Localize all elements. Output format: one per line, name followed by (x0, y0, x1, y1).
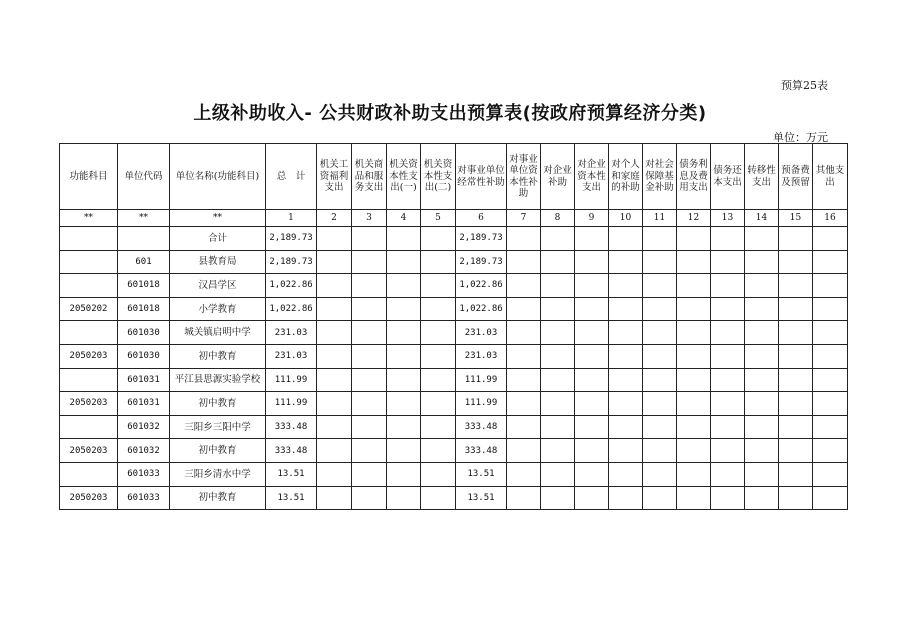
empty-cell (507, 344, 541, 368)
empty-cell (643, 250, 677, 274)
empty-cell (317, 274, 352, 298)
unit-code-cell: 601033 (118, 462, 170, 486)
empty-cell (507, 439, 541, 463)
empty-cell (677, 250, 711, 274)
total-cell: 2,189.73 (266, 250, 317, 274)
unit-name-cell: 三阳乡清水中学 (170, 462, 266, 486)
empty-cell (711, 486, 745, 510)
column-index: ** (118, 210, 170, 227)
empty-cell (677, 439, 711, 463)
empty-cell (387, 415, 421, 439)
empty-cell (711, 368, 745, 392)
column-header: 债务利息及费用支出 (677, 144, 711, 210)
empty-cell (643, 439, 677, 463)
empty-cell (779, 415, 813, 439)
empty-cell (609, 297, 643, 321)
public-institution-subsidy-cell: 2,189.73 (456, 250, 507, 274)
column-header: 机关商品和服务支出 (352, 144, 387, 210)
budget-table (59, 143, 848, 510)
column-header: 对个人和家庭的补助 (609, 144, 643, 210)
empty-cell (507, 368, 541, 392)
empty-cell (813, 227, 848, 251)
empty-cell (711, 344, 745, 368)
table-row (60, 392, 848, 416)
empty-cell (387, 344, 421, 368)
empty-cell (677, 274, 711, 298)
empty-cell (779, 227, 813, 251)
column-header: 预备费及预留 (779, 144, 813, 210)
column-index: 2 (317, 210, 352, 227)
empty-cell (643, 368, 677, 392)
unit-name-cell: 合计 (170, 227, 266, 251)
table-row (60, 321, 848, 345)
public-institution-subsidy-cell: 2,189.73 (456, 227, 507, 251)
column-index: 7 (507, 210, 541, 227)
empty-cell (575, 227, 609, 251)
empty-cell (575, 250, 609, 274)
table-row (60, 344, 848, 368)
empty-cell (507, 227, 541, 251)
empty-cell (352, 297, 387, 321)
total-cell: 111.99 (266, 368, 317, 392)
empty-cell (387, 274, 421, 298)
public-institution-subsidy-cell: 1,022.86 (456, 274, 507, 298)
unit-code-cell: 601030 (118, 321, 170, 345)
unit-code-cell: 601033 (118, 486, 170, 510)
column-header: 单位代码 (118, 144, 170, 210)
empty-cell (575, 439, 609, 463)
column-header: 总 计 (266, 144, 317, 210)
function-code-cell: 2050203 (60, 392, 118, 416)
empty-cell (813, 250, 848, 274)
column-header: 功能科目 (60, 144, 118, 210)
column-header: 机关资本性支出(二) (421, 144, 456, 210)
empty-cell (541, 392, 575, 416)
unit-code-cell: 601018 (118, 297, 170, 321)
empty-cell (677, 227, 711, 251)
column-header: 单位名称(功能科目) (170, 144, 266, 210)
empty-cell (745, 486, 779, 510)
empty-cell (711, 439, 745, 463)
public-institution-subsidy-cell: 13.51 (456, 462, 507, 486)
total-cell: 231.03 (266, 321, 317, 345)
empty-cell (575, 297, 609, 321)
empty-cell (745, 415, 779, 439)
unit-code-cell: 601018 (118, 274, 170, 298)
public-institution-subsidy-cell: 1,022.86 (456, 297, 507, 321)
function-code-cell (60, 368, 118, 392)
column-header: 对事业单位经常性补助 (456, 144, 507, 210)
empty-cell (609, 486, 643, 510)
unit-code-cell: 601032 (118, 415, 170, 439)
function-code-cell: 2050203 (60, 439, 118, 463)
empty-cell (317, 344, 352, 368)
unit-code-cell: 601032 (118, 439, 170, 463)
empty-cell (421, 321, 456, 345)
empty-cell (421, 297, 456, 321)
column-index: ** (170, 210, 266, 227)
empty-cell (352, 368, 387, 392)
empty-cell (317, 392, 352, 416)
total-cell: 111.99 (266, 392, 317, 416)
empty-cell (507, 415, 541, 439)
empty-cell (317, 227, 352, 251)
table-row (60, 274, 848, 298)
empty-cell (609, 462, 643, 486)
empty-cell (745, 250, 779, 274)
empty-cell (507, 274, 541, 298)
empty-cell (779, 344, 813, 368)
empty-cell (541, 368, 575, 392)
empty-cell (745, 344, 779, 368)
empty-cell (779, 297, 813, 321)
empty-cell (813, 297, 848, 321)
empty-cell (575, 274, 609, 298)
empty-cell (779, 462, 813, 486)
total-cell: 231.03 (266, 344, 317, 368)
empty-cell (421, 227, 456, 251)
table-row (60, 415, 848, 439)
empty-cell (317, 415, 352, 439)
column-index: 1 (266, 210, 317, 227)
empty-cell (507, 486, 541, 510)
empty-cell (387, 439, 421, 463)
empty-cell (317, 486, 352, 510)
empty-cell (643, 344, 677, 368)
empty-cell (745, 368, 779, 392)
empty-cell (745, 227, 779, 251)
unit-name-cell: 城关镇启明中学 (170, 321, 266, 345)
total-cell: 2,189.73 (266, 227, 317, 251)
empty-cell (575, 392, 609, 416)
empty-cell (317, 321, 352, 345)
column-index: 3 (352, 210, 387, 227)
empty-cell (745, 392, 779, 416)
empty-cell (541, 297, 575, 321)
unit-name-cell: 平江县思源实验学校 (170, 368, 266, 392)
empty-cell (745, 439, 779, 463)
empty-cell (421, 274, 456, 298)
empty-cell (421, 462, 456, 486)
unit-code-cell: 601030 (118, 344, 170, 368)
empty-cell (779, 486, 813, 510)
empty-cell (575, 344, 609, 368)
empty-cell (711, 321, 745, 345)
function-code-cell (60, 462, 118, 486)
unit-code-cell: 601031 (118, 392, 170, 416)
empty-cell (813, 344, 848, 368)
empty-cell (317, 297, 352, 321)
empty-cell (317, 439, 352, 463)
public-institution-subsidy-cell: 333.48 (456, 415, 507, 439)
empty-cell (421, 344, 456, 368)
empty-cell (541, 250, 575, 274)
empty-cell (643, 227, 677, 251)
empty-cell (421, 439, 456, 463)
empty-cell (643, 321, 677, 345)
empty-cell (711, 392, 745, 416)
empty-cell (387, 392, 421, 416)
column-index: 10 (609, 210, 643, 227)
function-code-cell (60, 415, 118, 439)
table-number: 预算25表 (781, 79, 828, 92)
empty-cell (541, 321, 575, 345)
empty-cell (813, 274, 848, 298)
empty-cell (813, 486, 848, 510)
public-institution-subsidy-cell: 111.99 (456, 392, 507, 416)
column-index: 16 (813, 210, 848, 227)
total-cell: 1,022.86 (266, 274, 317, 298)
unit-label: 单位：万元 (773, 131, 828, 144)
empty-cell (575, 486, 609, 510)
empty-cell (541, 486, 575, 510)
total-cell: 1,022.86 (266, 297, 317, 321)
empty-cell (779, 439, 813, 463)
empty-cell (609, 227, 643, 251)
empty-cell (317, 462, 352, 486)
empty-cell (352, 321, 387, 345)
function-code-cell: 2050202 (60, 297, 118, 321)
empty-cell (609, 415, 643, 439)
unit-name-cell: 三阳乡三阳中学 (170, 415, 266, 439)
column-index: 5 (421, 210, 456, 227)
column-index: 6 (456, 210, 507, 227)
column-index: 12 (677, 210, 711, 227)
empty-cell (421, 392, 456, 416)
empty-cell (643, 415, 677, 439)
empty-cell (352, 250, 387, 274)
empty-cell (779, 321, 813, 345)
unit-code-cell: 601031 (118, 368, 170, 392)
empty-cell (745, 274, 779, 298)
header-row (60, 144, 848, 210)
empty-cell (421, 368, 456, 392)
public-institution-subsidy-cell: 231.03 (456, 321, 507, 345)
column-header: 其他支出 (813, 144, 848, 210)
public-institution-subsidy-cell: 231.03 (456, 344, 507, 368)
empty-cell (745, 321, 779, 345)
empty-cell (677, 486, 711, 510)
empty-cell (677, 462, 711, 486)
empty-cell (575, 415, 609, 439)
empty-cell (352, 227, 387, 251)
empty-cell (507, 321, 541, 345)
empty-cell (421, 415, 456, 439)
function-code-cell (60, 227, 118, 251)
empty-cell (677, 297, 711, 321)
empty-cell (317, 250, 352, 274)
column-index: 13 (711, 210, 745, 227)
empty-cell (643, 462, 677, 486)
empty-cell (541, 439, 575, 463)
empty-cell (352, 392, 387, 416)
empty-cell (711, 274, 745, 298)
empty-cell (387, 227, 421, 251)
empty-cell (387, 250, 421, 274)
column-header: 对企业资本性支出 (575, 144, 609, 210)
empty-cell (677, 415, 711, 439)
table-row (60, 486, 848, 510)
empty-cell (421, 486, 456, 510)
function-code-cell (60, 274, 118, 298)
table-row (60, 227, 848, 251)
unit-name-cell: 初中教育 (170, 392, 266, 416)
page-title: 上级补助收入- 公共财政补助支出预算表(按政府预算经济分类) (193, 103, 707, 124)
empty-cell (609, 321, 643, 345)
empty-cell (677, 321, 711, 345)
column-header: 对企业补助 (541, 144, 575, 210)
empty-cell (711, 227, 745, 251)
empty-cell (813, 321, 848, 345)
column-header: 对事业单位资本性补助 (507, 144, 541, 210)
empty-cell (745, 462, 779, 486)
empty-cell (541, 274, 575, 298)
column-header: 对社会保障基金补助 (643, 144, 677, 210)
empty-cell (421, 250, 456, 274)
unit-name-cell: 汉昌学区 (170, 274, 266, 298)
empty-cell (677, 392, 711, 416)
empty-cell (352, 415, 387, 439)
empty-cell (541, 415, 575, 439)
empty-cell (507, 462, 541, 486)
column-index: 11 (643, 210, 677, 227)
unit-code-cell (118, 227, 170, 251)
unit-name-cell: 县教育局 (170, 250, 266, 274)
empty-cell (507, 297, 541, 321)
empty-cell (813, 392, 848, 416)
empty-cell (745, 297, 779, 321)
table-body (60, 227, 848, 510)
empty-cell (711, 297, 745, 321)
empty-cell (813, 368, 848, 392)
empty-cell (609, 368, 643, 392)
public-institution-subsidy-cell: 333.48 (456, 439, 507, 463)
empty-cell (609, 392, 643, 416)
table-row (60, 297, 848, 321)
empty-cell (779, 274, 813, 298)
empty-cell (609, 439, 643, 463)
empty-cell (779, 368, 813, 392)
column-index: ** (60, 210, 118, 227)
total-cell: 13.51 (266, 486, 317, 510)
column-header: 机关工资福利支出 (317, 144, 352, 210)
empty-cell (352, 344, 387, 368)
column-index: 15 (779, 210, 813, 227)
empty-cell (813, 439, 848, 463)
empty-cell (317, 368, 352, 392)
empty-cell (575, 368, 609, 392)
function-code-cell (60, 250, 118, 274)
total-cell: 333.48 (266, 415, 317, 439)
public-institution-subsidy-cell: 13.51 (456, 486, 507, 510)
column-header: 机关资本性支出(一) (387, 144, 421, 210)
empty-cell (677, 344, 711, 368)
column-header: 转移性支出 (745, 144, 779, 210)
empty-cell (609, 250, 643, 274)
empty-cell (387, 321, 421, 345)
empty-cell (643, 297, 677, 321)
empty-cell (677, 368, 711, 392)
function-code-cell: 2050203 (60, 344, 118, 368)
empty-cell (813, 415, 848, 439)
index-row (60, 210, 848, 227)
empty-cell (352, 439, 387, 463)
empty-cell (779, 250, 813, 274)
empty-cell (813, 462, 848, 486)
unit-name-cell: 初中教育 (170, 344, 266, 368)
empty-cell (643, 274, 677, 298)
empty-cell (352, 486, 387, 510)
unit-name-cell: 小学教育 (170, 297, 266, 321)
empty-cell (541, 462, 575, 486)
empty-cell (779, 392, 813, 416)
empty-cell (352, 274, 387, 298)
empty-cell (387, 368, 421, 392)
empty-cell (575, 321, 609, 345)
table-row (60, 368, 848, 392)
empty-cell (575, 462, 609, 486)
empty-cell (609, 344, 643, 368)
unit-name-cell: 初中教育 (170, 439, 266, 463)
empty-cell (711, 250, 745, 274)
function-code-cell: 2050203 (60, 486, 118, 510)
empty-cell (541, 227, 575, 251)
empty-cell (711, 415, 745, 439)
column-index: 8 (541, 210, 575, 227)
unit-name-cell: 初中教育 (170, 486, 266, 510)
column-index: 4 (387, 210, 421, 227)
empty-cell (643, 392, 677, 416)
empty-cell (541, 344, 575, 368)
table-row (60, 462, 848, 486)
column-index: 14 (745, 210, 779, 227)
function-code-cell (60, 321, 118, 345)
empty-cell (387, 486, 421, 510)
total-cell: 13.51 (266, 462, 317, 486)
table-row (60, 250, 848, 274)
empty-cell (609, 274, 643, 298)
empty-cell (352, 462, 387, 486)
empty-cell (507, 250, 541, 274)
empty-cell (387, 297, 421, 321)
empty-cell (387, 462, 421, 486)
column-header: 债务还本支出 (711, 144, 745, 210)
empty-cell (643, 486, 677, 510)
total-cell: 333.48 (266, 439, 317, 463)
table-row (60, 439, 848, 463)
public-institution-subsidy-cell: 111.99 (456, 368, 507, 392)
empty-cell (507, 392, 541, 416)
column-index: 9 (575, 210, 609, 227)
empty-cell (711, 462, 745, 486)
unit-code-cell: 601 (118, 250, 170, 274)
